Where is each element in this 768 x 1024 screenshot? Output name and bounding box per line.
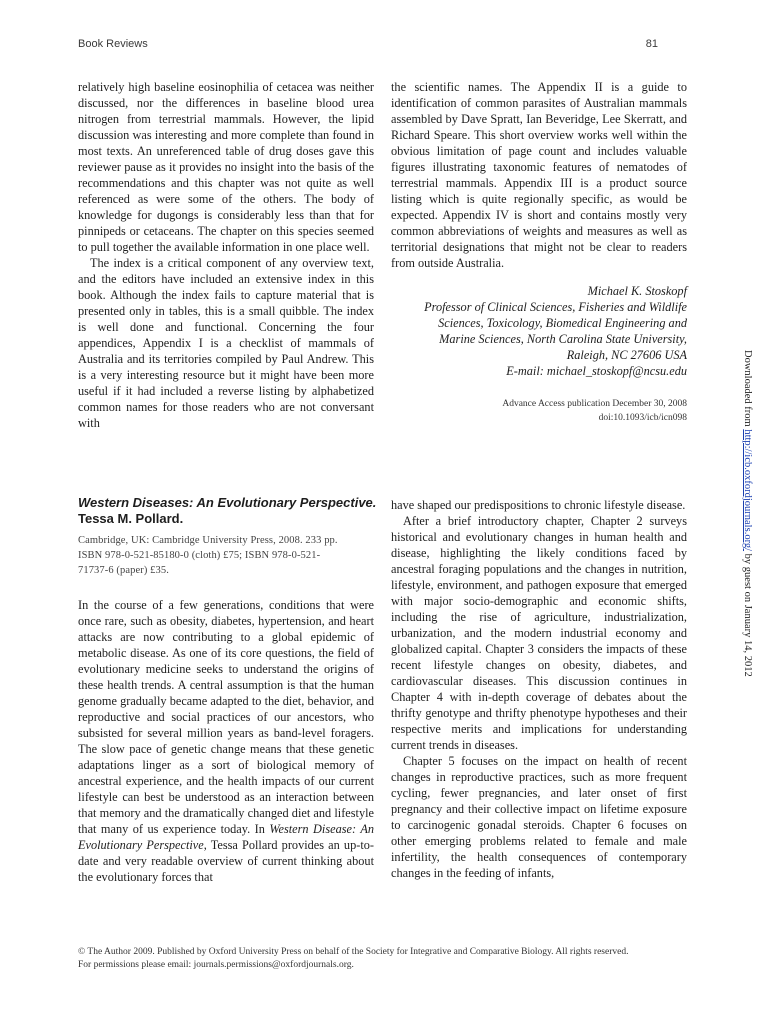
page-number: 81 [645, 38, 658, 50]
journal-link[interactable]: http://icb.oxfordjournals.org/ [742, 429, 753, 552]
paragraph: the scientific names. The Appendix II is a guide to identification of common parasites of Australian mammals assembled by Dave Spratt, Ian Beveridge, Lee Skerratt, and Richard Speare. This short overview works well within the obvious limitation of page count and includes valuable figures illustrating taxonomic features of nematodes of terrestrial mammals. Appendix III is a product source listing which is quite regionally specific, as would be expected. Appendix IV is short and contains mostly very common abbreviations of weights and measures as well as territorial designations that might not be clear to readers from outside Australia. [391, 80, 687, 270]
text-run: , Tessa Pollard provides an up-to-date and very readable overview of current thinking about the evolutionary forces that [78, 838, 374, 884]
top-right-column [391, 79, 687, 425]
isbn-line: ISBN 978-0-521-85180-0 (cloth) £75; ISBN 978-0-521- [78, 550, 321, 561]
copyright-footer [78, 946, 698, 972]
publication-info [391, 397, 687, 425]
book-title-inline: Western Disease: An Evolutionary Perspective [78, 822, 375, 852]
review-title [78, 495, 378, 527]
permissions-line: For permissions please email: journals.permissions@oxfordjournals.org. [78, 960, 354, 970]
book-author: Tessa M. Pollard. [78, 511, 184, 526]
reviewer-name: Michael K. Stoskopf [587, 284, 687, 298]
paragraph: have shaped our predispositions to chronic lifestyle disease. [391, 498, 686, 512]
reviewer-affiliation: Sciences, Toxicology, Biomedical Engineering and [438, 316, 687, 330]
paragraph: The index is a critical component of any overview text, and the editors have included an extensive index in this book. Although the index fails to capture material that is presented only in tables, this is a small quibble. The index is well done and functional. Concerning the four appendices, Appendix I is a checklist of mammals of Australia and its territories compiled by Paul Andrew. This is a very interesting resource but it might have been more useful if it had included a reverse listing by alphabetized common names for those readers who are not conversant with [78, 256, 374, 430]
running-head: Book Reviews [78, 38, 148, 50]
download-prefix: Downloaded from [742, 350, 753, 430]
bottom-right-column [391, 497, 687, 881]
reviewer-signature [391, 283, 687, 379]
text-run: In the course of a few generations, conditions that were once rare, such as obesity, diabetes, hypertension, and heart attacks are now contributing to a global epidemic of metabolic disease. As one of its core questions, the field of evolutionary medicine seeks to understand the origins of these health trends. A central assumption is that the human genome gradually became adapted to the diet, behavior, and reproductive and social practices of our ancestors, who subsisted for several million years as band-level foragers. The slow pace of genetic change means that these genetic adaptations linger as a sort of biological memory of ancestral experience, and the health impacts of our current lifestyle can best be understood as an interaction between that memory and the dramatically changed diet and lifestyle that many of us experience today. In [78, 598, 374, 836]
book-details [78, 533, 378, 578]
download-notice [740, 350, 754, 680]
doi: doi:10.1093/icb/icn098 [598, 413, 687, 423]
top-left-column [78, 79, 374, 431]
paragraph: Chapter 5 focuses on the impact on health of recent changes in reproductive practices, such as more frequent cycling, fewer pregnancies, and later onset of first pregnancy and their collective impact on lifetime exposure to carcinogenic gonadal steroids. Chapter 6 focuses on other emerging problems related to female and male infertility, the health consequences of contemporary changes in the feeding of infants, [391, 754, 687, 880]
reviewer-email: E-mail: michael_stoskopf@ncsu.edu [506, 364, 687, 378]
book-title: Western Diseases: An Evolutionary Perspective. [78, 495, 377, 510]
bottom-left-column [78, 597, 374, 885]
reviewer-address: Raleigh, NC 27606 USA [566, 348, 687, 362]
review-header [78, 495, 378, 578]
download-suffix: by guest on January 14, 2012 [742, 551, 753, 677]
reviewer-affiliation: Professor of Clinical Sciences, Fisheries and Wildlife [424, 300, 687, 314]
paragraph: relatively high baseline eosinophilia of cetacea was neither discussed, nor the differences in baseline blood urea nitrogen from terrestrial mammals. However, the lipid discussion was interesting and more complete than found in most texts. An unreferenced table of drug doses gave this reviewer pause as it provides no insight into the basis of the recommendations and this chapter was not quite as well referenced as were some of the others. The body of knowledge for dugongs is considerably less than that for pinnipeds or cetaceans. The chapter on this species seemed to pull together the available information in one place well. [78, 80, 374, 254]
access-date: Advance Access publication December 30, 2008 [502, 399, 687, 409]
isbn-line: 71737-6 (paper) £35. [78, 565, 169, 576]
copyright-line: © The Author 2009. Published by Oxford University Press on behalf of the Society for Integrative and Comparative Biology. All rights reserved. [78, 947, 629, 957]
paragraph: After a brief introductory chapter, Chapter 2 surveys historical and evolutionary changes in human health and disease, highlighting the likely conditions faced by ancestral foraging populations and the changes in nutrition, lifestyle, environment, and pathogen exposure that emerged with major socio-demographic and economic shifts, including the rise of agriculture, industrialization, urbanization, and the modern industrial economy and globalized capital. Chapter 3 considers the impacts of these recent lifestyle changes on obesity, diabetes, and cardiovascular diseases. This discussion continues in Chapter 4 with in-depth coverage of debates about the thrifty genotype and thrifty phenotype hypotheses and their respective merits and implications for understanding current trends in diseases. [391, 514, 687, 752]
publisher-line: Cambridge, UK: Cambridge University Press, 2008. 233 pp. [78, 535, 338, 546]
reviewer-affiliation: Marine Sciences, North Carolina State University, [439, 332, 687, 346]
paragraph [78, 597, 374, 885]
